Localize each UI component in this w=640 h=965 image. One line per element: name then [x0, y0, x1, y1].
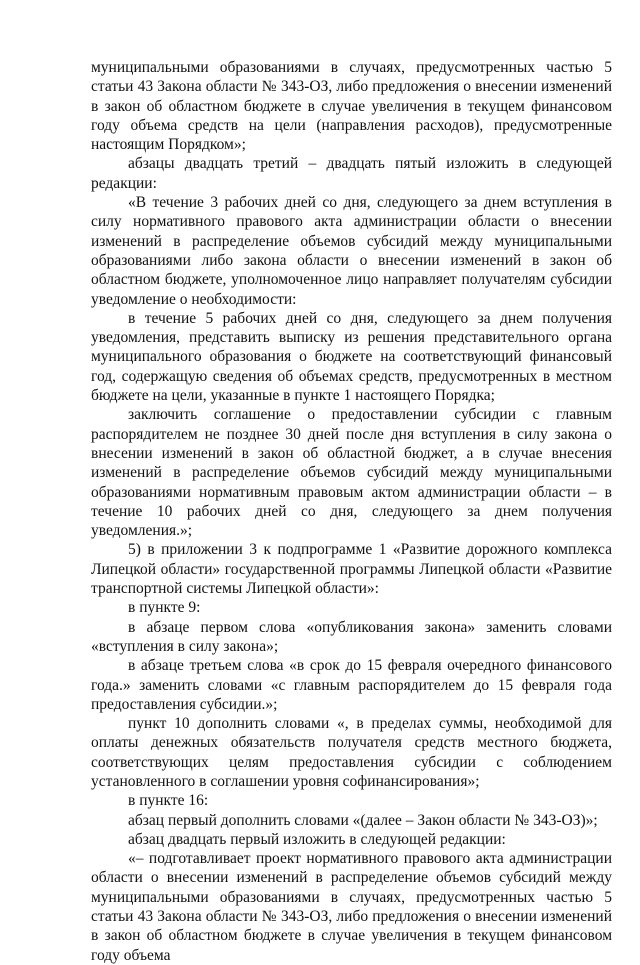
paragraph-5: заключить соглашение о предоставлении субсидии с главным распорядителем не позднее 30 дней после дня вступления в силу закона о внесении изменений в закон об областной бюджет, а в случае внесения изменений в распределение объемов субсидий между муниципальными образованиями нормативным правовым актом администрации области – в течение 10 рабочих дней со дня, следующего за днем получения уведомления.»; [91, 406, 612, 540]
paragraph-4: в течение 5 рабочих дней со дня, следующего за днем получения уведомления, представить выписку из решения представительного органа муниципального образования о бюджете на соответствующий финансовый год, содержащую сведения об объемах средств, предусмотренных в местном бюджете на цели, указанные в пункте 1 настоящего Порядка; [91, 309, 612, 405]
document-body [91, 58, 612, 965]
paragraph-12: абзац первый дополнить словами «(далее – Закон области № 343-ОЗ)»; [128, 811, 598, 829]
paragraph-3: «В течение 3 рабочих дней со дня, следующего за днем вступления в силу нормативного правового акта администрации области о внесении изменений в распределение объемов субсидий между муниципальными образованиями либо закона области о внесении изменений в закон об областном бюджете, уполномоченное лицо направляет получателям субсидии уведомление о необходимости: [91, 194, 612, 308]
paragraph-14: «– подготавливает проект нормативного правового акта администрации области о внесении изменений в распределение объемов субсидий между муниципальными образованиями в случаях, предусмотренных частью 5 статьи 43 Закона области № 343-ОЗ, либо предложения о внесении изменений в закон об областном бюджете в случае увеличения в текущем финансовом году объема [91, 850, 612, 964]
paragraph-6: 5) в приложении 3 к подпрограмме 1 «Развитие дорожного комплекса Липецкой области» государственной программы Липецкой области «Развитие транспортной системы Липецкой области»: [91, 541, 612, 598]
paragraph-2: абзацы двадцать третий – двадцать пятый изложить в следующей редакции: [91, 155, 612, 192]
paragraph-9: в абзаце третьем слова «в срок до 15 февраля очередного финансового года.» заменить словами «с главным распорядителем до 15 февраля года предоставления субсидии.»; [91, 657, 612, 713]
paragraph-11: в пункте 16: [128, 792, 209, 810]
paragraph-10: пункт 10 дополнить словами «, в пределах суммы, необходимой для оплаты денежных обязательств получателя средств местного бюджета, соответствующих целям предоставления субсидии с соблюдением установленного в соглашении уровня софинансирования»; [91, 715, 612, 790]
paragraph-8: в абзаце первом слова «опубликования закона» заменить словами «вступления в силу закона»; [91, 618, 612, 655]
paragraph-1: муниципальными образованиями в случаях, предусмотренных частью 5 статьи 43 Закона области № 343-ОЗ, либо предложения о внесении изменений в закон об областном бюджете в случае увеличения в текущем финансовом году объема средств на цели (направления расходов), предусмотренные настоящим Порядком»; [91, 59, 612, 154]
paragraph-7: в пункте 9: [128, 599, 201, 617]
paragraph-13: абзац двадцать первый изложить в следующей редакции: [128, 830, 506, 848]
